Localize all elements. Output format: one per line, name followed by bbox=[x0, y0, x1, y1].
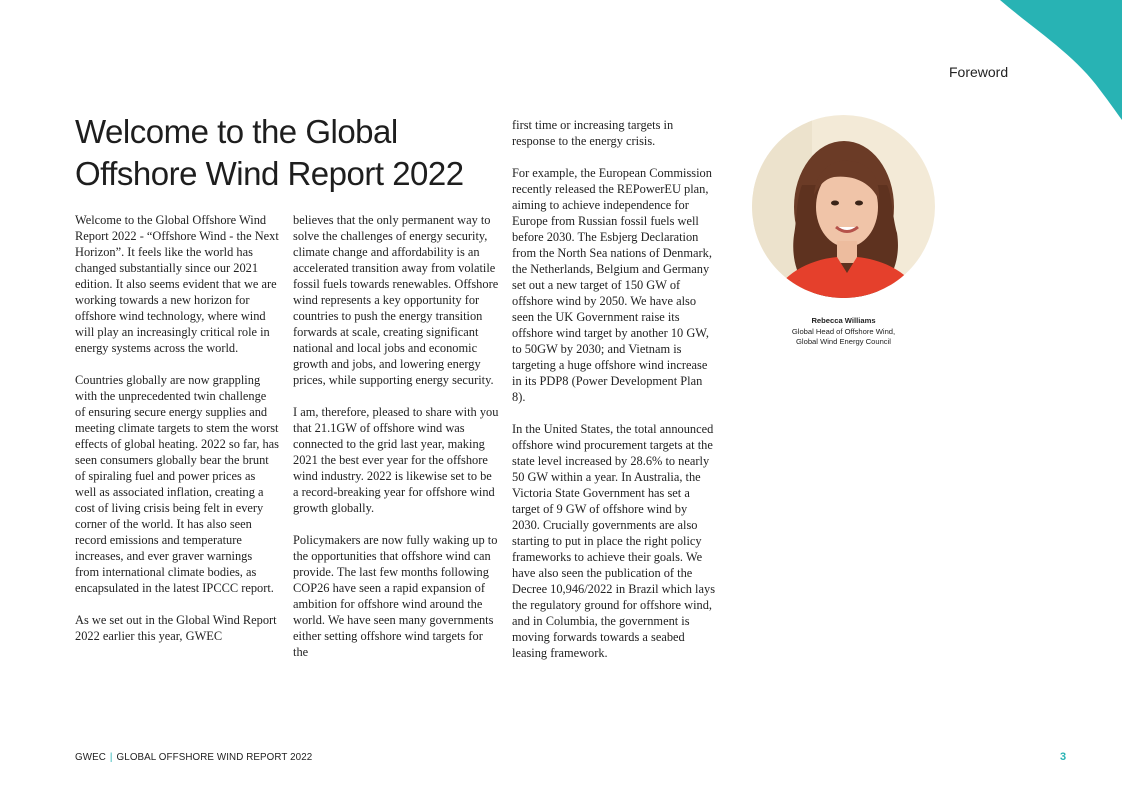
author-role: Global Head of Offshore Wind, bbox=[791, 326, 896, 336]
paragraph: I am, therefore, pleased to share with you that 21.1GW of offshore wind was connected to the grid last year, making 2021 the best ever year for the offshore wind industry. 2022 is likewise set to be a record-breaking year for offshore wind growth globally. bbox=[293, 405, 499, 515]
portrait-illustration bbox=[752, 115, 935, 298]
footer-report-title: GLOBAL OFFSHORE WIND REPORT 2022 bbox=[116, 752, 313, 763]
text-column-1 bbox=[75, 212, 279, 660]
text-column-2 bbox=[293, 212, 499, 676]
paragraph: In the United States, the total announced offshore wind procurement targets at the state level increased by 28.6% to nearly 50 GW within a year. In Australia, the Victoria State Government has set a target of 9 GW of offshore wind by 2030. Crucially governments are also starting to put in place the right policy frameworks to achieve their goals. We have also seen the publication of the Decree 10,946/2022 in Brazil which lays the regulatory ground for offshore wind, and in Columbia, the government is moving forwards towards a seabed leasing framework. bbox=[512, 422, 716, 660]
paragraph: Policymakers are now fully waking up to the opportunities that offshore wind can provide. The last few months following COP26 have seen a rapid expansion of ambition for offshore wind around the world. We have seen many governments either setting offshore wind targets for the bbox=[293, 533, 498, 659]
paragraph: Welcome to the Global Offshore Wind Report 2022 - “Offshore Wind - the Next Horizon”. It feels like the world has changed substantially since our 2021 edition. It also seems evident that we are working towards a new horizon for offshore wind technology, where wind will play an increasingly critical role in energy systems across the world. bbox=[75, 213, 279, 355]
text-column-3 bbox=[512, 117, 718, 677]
paragraph: Countries globally are now grappling with the unprecedented twin challenge of ensuring secure energy supplies and meeting climate targets to stem the worst effects of global heating. 2022 so far, has seen consumers globally bear the brunt of spiraling fuel and power prices as well as associated inflation, creating a cost of living crisis being felt in every corner of the world. It has also seen record emissions and temperature increases, and ever graver warnings from international climate bodies, as encapsulated in the latest IPCCC report. bbox=[75, 373, 280, 595]
paragraph: For example, the European Commission recently released the REPowerEU plan, aiming to achieve independence for Europe from Russian fossil fuels well before 2030. The Esbjerg Declaration from the North Sea nations of Denmark, the Netherlands, Belgium and Germany set out a new target of 150 GW of offshore wind by 2050. We have also seen the UK Government raise its offshore wind target by another 10 GW, to 50GW by 2030; and Vietnam is targeting a huge offshore wind increase in its PDP8 (Power Development Plan 8). bbox=[512, 166, 712, 404]
author-organization: Global Wind Energy Council bbox=[796, 337, 891, 346]
paragraph: believes that the only permanent way to solve the challenges of energy security, climate change and affordability is an accelerated transition away from volatile fossil fuels towards renewables. Offshore wind represents a key opportunity for countries to push the energy transition forwards at scale, creating significant national and local jobs and economic growth and jobs, and lowering energy prices, while supporting energy security. bbox=[293, 213, 499, 387]
footer-separator: | bbox=[109, 752, 113, 763]
footer bbox=[75, 752, 312, 763]
page-title: Welcome to the Global Offshore Wind Report 2022 bbox=[75, 113, 464, 192]
footer-org: GWEC bbox=[75, 752, 106, 763]
page-number: 3 bbox=[1060, 751, 1067, 763]
paragraph: first time or increasing targets in response to the energy crisis. bbox=[512, 118, 674, 148]
section-label: Foreword bbox=[949, 64, 1009, 80]
author-name: Rebecca Williams bbox=[811, 316, 876, 325]
paragraph: As we set out in the Global Wind Report 2022 earlier this year, GWEC bbox=[75, 613, 277, 643]
author-portrait bbox=[752, 115, 935, 298]
portrait-caption bbox=[770, 316, 917, 348]
